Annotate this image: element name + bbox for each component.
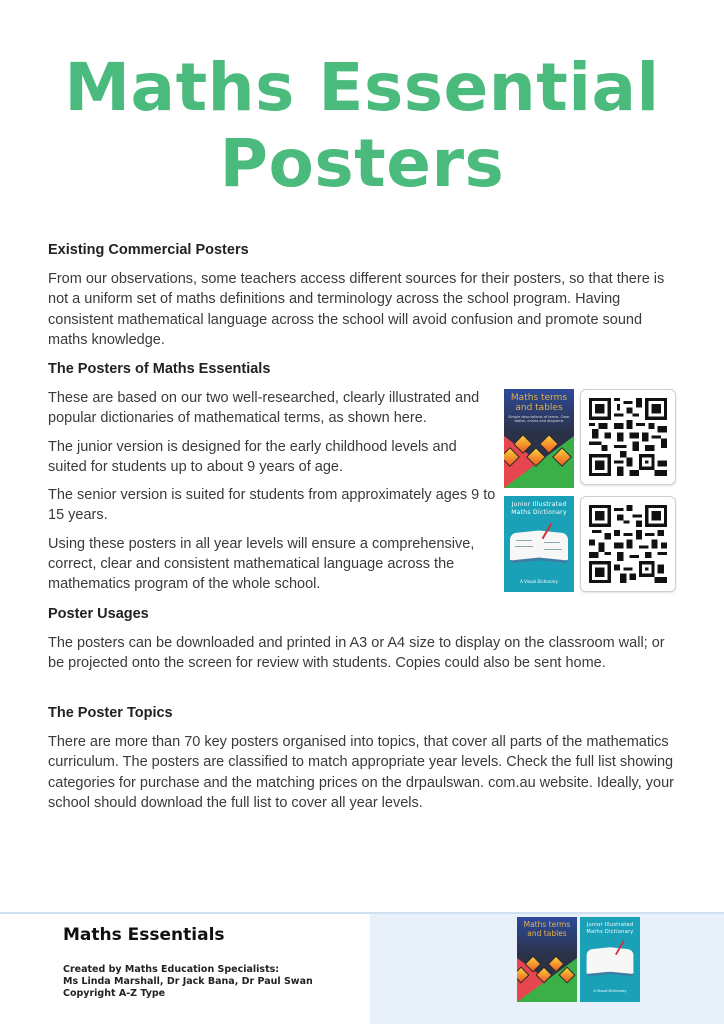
section-existing-commercial-posters bbox=[48, 240, 678, 350]
section-paragraph: These are based on our two well-researched, clearly illustrated and popular dictionaries of mathematical terms, as shown here. bbox=[48, 390, 480, 427]
page-title bbox=[0, 50, 724, 202]
section-paragraph: Using these posters in all year levels will ensure a comprehensive, correct, clear and consistent mathematical language across the mathematics program of the whole school. bbox=[48, 535, 475, 593]
footer-book-cover-maths-terms-and-tables bbox=[517, 917, 577, 1002]
section-paragraph: The junior version is designed for the early childhood levels and suited for students up to about 9 years of age. bbox=[48, 438, 457, 475]
book-cover-subtitle: A Visual Dictionary bbox=[520, 579, 558, 584]
book-cover-subtitle: A Visual Dictionary bbox=[593, 989, 627, 993]
open-book-illustration bbox=[510, 526, 568, 568]
book-cover-title: Maths terms and tables bbox=[523, 920, 571, 938]
section-heading: Poster Usages bbox=[48, 606, 149, 622]
section-paragraph: The senior version is suited for students from approximately ages 9 to 15 years. bbox=[48, 487, 496, 524]
section-heading: The Poster Topics bbox=[48, 705, 173, 721]
footer-credits bbox=[63, 964, 313, 1000]
section-paragraph: From our observations, some teachers access different sources for their posters, so that there is not a uniform set of maths definitions and terminology across the school program. Having consistent mathematical language across the school will avoid confusion and promote sound maths knowledge. bbox=[48, 271, 665, 348]
qr-code-maths-terms-and-tables[interactable] bbox=[580, 389, 676, 485]
section-paragraph: There are more than 70 key posters organised into topics, that cover all parts of the mathematics curriculum. The posters are classified to match appropriate year levels. Check the full list showing categories for purchase and the matching prices on the drpaulswan. com.au website. Ideally, your school should download the full list to cover all year levels. bbox=[48, 734, 674, 811]
page-title-line-2: Posters bbox=[219, 125, 505, 202]
book-cover-title: Junior Illustrated Maths Dictionary bbox=[586, 922, 634, 935]
footer-book-cover-junior-illustrated-maths-dictionary bbox=[580, 917, 640, 1002]
section-poster-usages bbox=[48, 604, 678, 674]
footer-credits-line: Ms Linda Marshall, Dr Jack Bana, Dr Paul Swan bbox=[63, 976, 313, 987]
qr-code-icon bbox=[589, 398, 667, 476]
book-cover-title: Maths terms and tables bbox=[510, 393, 568, 413]
book-cover-subtitle: Simple descriptions of terms. Clear tables, charts and diagrams bbox=[508, 415, 570, 423]
book-cover-maths-terms-and-tables[interactable] bbox=[504, 389, 574, 488]
qr-code-junior-illustrated-maths-dictionary[interactable] bbox=[580, 496, 676, 592]
section-poster-topics bbox=[48, 703, 678, 813]
footer-copyright: Copyright A-Z Type bbox=[63, 988, 166, 999]
section-paragraph: The posters can be downloaded and printed in A3 or A4 size to display on the classroom wall; or be projected onto the screen for review with students. Copies could also be sent home. bbox=[48, 635, 665, 672]
section-posters-of-maths-essentials bbox=[48, 359, 498, 595]
section-heading: Existing Commercial Posters bbox=[48, 242, 249, 258]
footer-credits-line: Created by Maths Education Specialists: bbox=[63, 964, 280, 975]
footer-title: Maths Essentials bbox=[63, 925, 225, 945]
book-cover-title: Junior Illustrated Maths Dictionary bbox=[511, 501, 567, 516]
section-heading: The Posters of Maths Essentials bbox=[48, 361, 271, 377]
page-title-line-1: Maths Essential bbox=[64, 49, 660, 126]
qr-code-icon bbox=[589, 505, 667, 583]
book-cover-junior-illustrated-maths-dictionary[interactable] bbox=[504, 496, 574, 592]
